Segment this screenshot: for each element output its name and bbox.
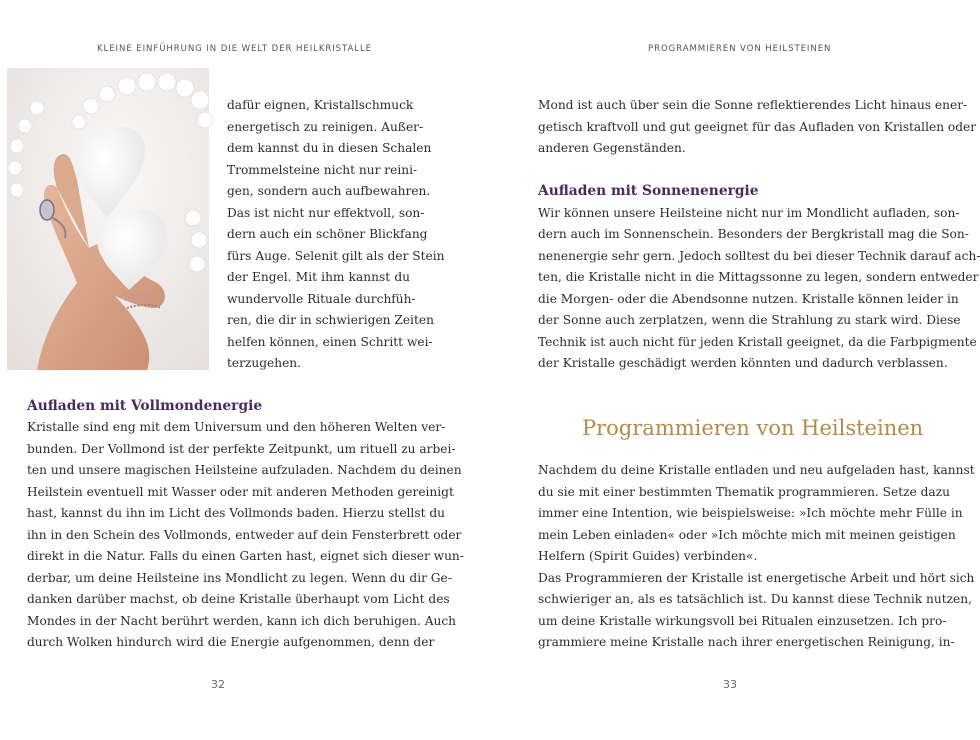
text-line: danken darüber machst, ob deine Kristalle überhaupt vom Licht des: [27, 592, 450, 606]
text-line: der Engel. Mit ihm kannst du: [227, 270, 410, 284]
text-line: fürs Auge. Selenit gilt als der Stein: [227, 248, 445, 263]
selenite-hand-photo: [7, 68, 209, 370]
text-line: dafür eignen, Kristallschmuck: [227, 98, 414, 112]
text-line: dem kannst du in diesen Schalen: [227, 141, 432, 155]
text-line: immer eine Intention, wie beispielsweise: »Ich möchte mehr Fülle in: [538, 506, 963, 520]
text-line: Heilstein eventuell mit Wasser oder mit anderen Methoden gereinigt: [27, 484, 454, 499]
text-line: Nachdem du deine Kristalle entladen und neu aufgeladen hast, kannst: [538, 463, 975, 477]
text-line: dern auch ein schöner Blickfang: [227, 227, 428, 241]
text-line: grammiere meine Kristalle nach ihrer energetischen Reinigung, in-: [538, 635, 955, 649]
text-line: derbar, um deine Heilsteine ins Mondlicht zu legen. Wenn du dir Ge-: [27, 570, 452, 585]
text-line: wundervolle Rituale durchfüh-: [227, 291, 416, 306]
text-line: schwieriger an, als es tatsächlich ist. Du kannst diese Technik nutzen,: [538, 592, 972, 606]
text-line: du sie mit einer bestimmten Thematik programmieren. Setze dazu: [538, 484, 950, 499]
text-line: die Morgen- oder die Abendsonne nutzen. Kristalle können leider in: [538, 291, 959, 306]
text-line: Helfern (Spirit Guides) verbinden«.: [538, 549, 758, 563]
text-line: direkt in die Natur. Falls du einen Garten hast, eignet sich dieser wun-: [27, 549, 464, 563]
text-line: Das ist nicht nur effektvoll, son-: [227, 205, 425, 220]
right-page: [463, 0, 980, 740]
subheading: Aufladen mit Sonnenenergie: [538, 183, 759, 199]
running-head: KLEINE EINFÜHRUNG IN DIE WELT DER HEILKRISTALLE: [97, 44, 372, 54]
text-line: Wir können unsere Heilsteine nicht nur im Mondlicht aufladen, son-: [538, 205, 960, 220]
page-number: 33: [723, 678, 737, 691]
text-line: dern auch im Sonnenschein. Besonders der Bergkristall mag die Son-: [538, 227, 969, 241]
text-line: Mond ist auch über sein die Sonne reflektierendes Licht hinaus ener-: [538, 98, 968, 112]
page-number: 32: [211, 678, 225, 691]
text-line: Technik ist auch nicht für jeden Kristall geeignet, da die Farbpigmente: [538, 334, 977, 349]
text-line: energetisch zu reinigen. Außer-: [227, 119, 424, 134]
text-line: getisch kraftvoll und gut geeignet für das Aufladen von Kristallen oder: [538, 119, 977, 134]
text-line: anderen Gegenständen.: [538, 141, 686, 155]
left-page: [0, 0, 463, 740]
text-line: terzugehen.: [227, 356, 302, 370]
text-line: Trommelsteine nicht nur reini-: [227, 162, 418, 177]
text-line: ten und unsere magischen Heilsteine aufzuladen. Nachdem du deinen: [27, 463, 462, 477]
text-line: ihn in den Schein des Vollmonds, entweder auf dein Fensterbrett oder: [27, 527, 462, 542]
text-line: mein Leben einladen« oder »Ich möchte mich mit meinen geistigen: [538, 527, 956, 542]
chapter-title: Programmieren von Heilsteinen: [582, 416, 924, 440]
subheading: Aufladen mit Vollmondenergie: [27, 398, 263, 414]
text-line: durch Wolken hindurch wird die Energie aufgenommen, denn der: [27, 635, 435, 649]
text-line: Das Programmieren der Kristalle ist energetische Arbeit und hört sich: [538, 570, 975, 585]
text-line: hast, kannst du ihn im Licht des Vollmonds baden. Hierzu stellst du: [27, 506, 446, 520]
text-line: helfen können, einen Schritt wei-: [227, 334, 433, 349]
text-line: der Sonne auch zerplatzen, wenn die Strahlung zu stark wird. Diese: [538, 313, 961, 327]
text-line: ren, die dir in schwierigen Zeiten: [227, 313, 434, 327]
running-head: PROGRAMMIEREN VON HEILSTEINEN: [648, 44, 832, 54]
text-line: gen, sondern auch aufbewahren.: [227, 184, 431, 198]
text-line: nenenergie sehr gern. Jedoch solltest du bei dieser Technik darauf ach-: [538, 248, 980, 263]
text-line: ten, die Kristalle nicht in die Mittagssonne zu legen, sondern entweder: [538, 270, 979, 284]
text-line: um deine Kristalle wirkungsvoll bei Ritualen einzusetzen. Ich pro-: [538, 613, 947, 628]
text-line: der Kristalle geschädigt werden könnten und dadurch verblassen.: [538, 356, 948, 370]
text-line: Kristalle sind eng mit dem Universum und den höheren Welten ver-: [27, 420, 446, 434]
text-line: Mondes in der Nacht berührt werden, kann ich dich beruhigen. Auch: [27, 613, 457, 628]
text-line: bunden. Der Vollmond ist der perfekte Zeitpunkt, um rituell zu arbei-: [27, 441, 456, 456]
